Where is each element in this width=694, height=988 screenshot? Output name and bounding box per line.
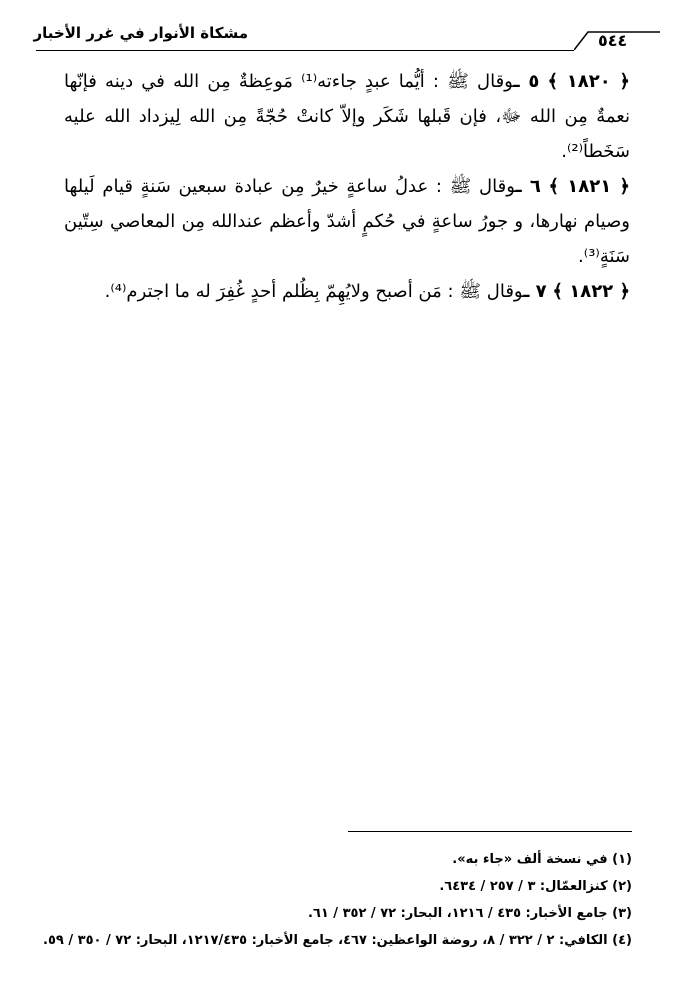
hadith-entry <box>64 274 630 309</box>
hadith-lead: وقال ﷺ : <box>432 71 514 92</box>
footnotes <box>43 846 632 954</box>
footnote-separator <box>348 831 632 832</box>
hadith-text: أيُّما عبدٍ جاءته⁽¹⁾ مَوعِظةٌ مِن الله في دينه فإنّها نعمةٌ مِن الله ﷻ، فإن قَبلها شَكَر وإلاّ كانتْ حُجّةً مِن الله لِيزداد الله عليه سَخَطاً⁽²⁾. <box>64 71 630 162</box>
footnote: (٣) جامع الأخبار: ٤٣٥ / ١٢١٦، البحار: ٧٢ / ٣٥٢ / ٦١. <box>307 906 632 921</box>
hadith-lead: وقال ﷺ : <box>447 281 524 302</box>
footnote: (٤) الكافي: ٢ / ٣٢٢ / ٨، روضة الواعظين: ٤٦٧، جامع الأخبار: ١٢١٧/٤٣٥، البحار: ٧٢ / ٣٥٠ / ٥٩. <box>43 933 632 948</box>
hadith-text: عدلُ ساعةٍ خيرٌ مِن عبادة سبعين سَنةٍ قيام لَيلها وصيام نهارها، و جورُ ساعةٍ في حُكمٍ أشدّ وأعظم عندالله مِن المعاصي سِتّين سَنَةٍ⁽³⁾. <box>64 176 630 267</box>
running-header-title: مشكاة الأنوار في غرر الأخبار <box>33 24 248 42</box>
hadith-subnumber: ٦ ـ <box>515 176 541 197</box>
page-number: ٥٤٤ <box>598 31 628 50</box>
hadith-lead: وقال ﷺ : <box>435 176 516 197</box>
hadith-subnumber: ٧ ـ <box>523 281 547 302</box>
hadith-entry <box>64 64 630 169</box>
header-rule <box>36 50 574 51</box>
hadith-text: مَن أصبح ولايُهِمّ بِظُلم أحدٍ غُفِرَ له ما اجترم⁽⁴⁾. <box>104 281 442 302</box>
hadith-number: ﴿ ١٨٢٠ ﴾ <box>547 71 630 92</box>
footnote: (٢) كنزالعمّال: ٣ / ٢٥٧ / ٦٤٣٤. <box>439 879 632 894</box>
hadith-number: ﴿ ١٨٢٢ ﴾ <box>552 281 630 302</box>
footnote: (١) في نسخة ألف «جاء به». <box>452 852 632 867</box>
main-text <box>64 64 630 309</box>
hadith-subnumber: ٥ ـ <box>513 71 540 92</box>
hadith-entry <box>64 169 630 274</box>
hadith-number: ﴿ ١٨٢١ ﴾ <box>548 176 630 197</box>
